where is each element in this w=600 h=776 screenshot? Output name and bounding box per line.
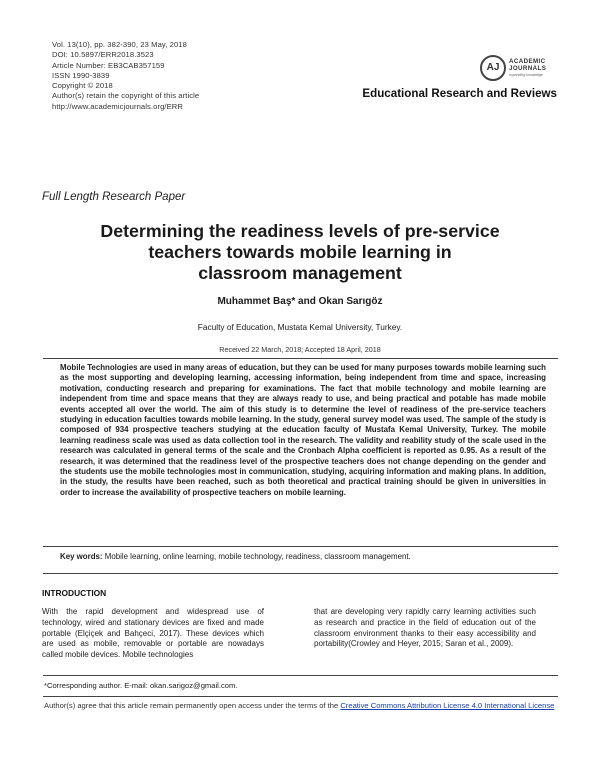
meta-article-number: Article Number: EB3CAB357159 <box>52 60 165 70</box>
title-line: Determining the readiness levels of pre-service <box>100 221 500 241</box>
corresponding-author: *Corresponding author. E-mail: okan.sarigoz@gmail.com. <box>44 681 238 690</box>
meta-url[interactable]: http://www.academicjournals.org/ERR <box>52 101 183 111</box>
intro-column-left: With the rapid development and widespread use of technology, wired and stationary devices are fixed and made portable (Elçiçek and Bahçeci, 2017). These devices which are used as mobile, removable or portable are nowadays called mobile devices. Mobile technologies <box>42 607 264 660</box>
license-notice <box>44 701 564 712</box>
logo-wordmark <box>509 58 546 72</box>
abstract-top-rule <box>43 358 558 359</box>
keywords-label: Key words: <box>60 552 103 561</box>
license-rule <box>43 696 558 697</box>
abstract-bottom-rule <box>43 546 558 547</box>
abstract: Mobile Technologies are used in many areas of education, but they can be used for many purposes towards mobile learning such as the most supporting and developing learning, accessing information, being independent from time and space, increasing motivation, conducting research and preparing for examinations. The fact that mobile technology and mobile learning are independent from time and space means that they are always ready to use, and being practical and potable has made mobile events accepted all over the world. The aim of this study is to determine the level of readiness of the pre-service teachers studying in education faculties towards mobile learning. In the study, general survey model was used. The sample of the study is composed of 934 prospective teachers studying at the education faculty of Mustafa Kemal University, Turkey. The mobile learning readiness scale was used as data collection tool in the research. The validity and reability study of the scale used in the research was calculated in general terms of the scale and the Cronbach Alpha coefficient is reported as 0.95. As a result of the research, it was determined that the readiness level of the prospective teachers does not change depending on the gender and the students use the mobile technologies most in communication, studying, acquiring information and making plans. In addition, in the study, the results have been reached, such as both theoretical and practical training should be given in universities in order to increase the availability of prospective teachers on mobile learning. <box>60 363 546 497</box>
meta-copyright: Copyright © 2018 <box>52 81 113 91</box>
keywords-bottom-rule <box>43 573 558 574</box>
affiliation: Faculty of Education, Mustata Kemal University, Turkey. <box>197 322 403 332</box>
aj-logo-icon: AJ <box>480 55 506 81</box>
article-type: Full Length Research Paper <box>42 191 186 203</box>
footnote-rule <box>43 675 558 676</box>
intro-column-right: that are developing very rapidly carry learning activities such as research and practice in the field of education out of the classroom environment thanks to their easy accessibility and portability(Crowley and Heyer, 2015; Saran et al., 2009). <box>314 607 536 649</box>
article-metadata <box>52 40 199 112</box>
title-line: classroom management <box>198 263 402 283</box>
license-text: Author(s) agree that this article remain permanently open access under the terms of the <box>44 701 339 710</box>
logo-name-1: ACADEMIC <box>509 58 546 65</box>
introduction-heading: INTRODUCTION <box>42 588 107 598</box>
meta-volume: Vol. 13(10), pp. 382-390, 23 May, 2018 <box>52 40 187 49</box>
title-line: teachers towards mobile learning in <box>148 242 452 262</box>
publisher-logo <box>480 55 600 85</box>
meta-issn: ISSN 1990-3839 <box>52 70 110 80</box>
meta-copyright-note: Author(s) retain the copyright of this article <box>52 91 200 101</box>
keywords <box>60 552 546 562</box>
meta-doi: DOI: 10.5897/ERR2018.3523 <box>52 50 154 60</box>
article-title <box>40 221 560 284</box>
logo-tagline: expanding knowledge <box>509 73 543 77</box>
journal-name: Educational Research and Reviews <box>362 87 557 100</box>
logo-name-2: JOURNALS <box>509 65 547 73</box>
license-link[interactable]: Creative Commons Attribution License 4.0 International License <box>340 701 555 710</box>
keywords-list: Mobile learning, online learning, mobile technology, readiness, classroom management. <box>104 552 411 561</box>
received-dates: Received 22 March, 2018; Accepted 18 April, 2018 <box>219 345 381 354</box>
authors: Muhammet Baş* and Okan Sarıgöz <box>217 296 383 307</box>
